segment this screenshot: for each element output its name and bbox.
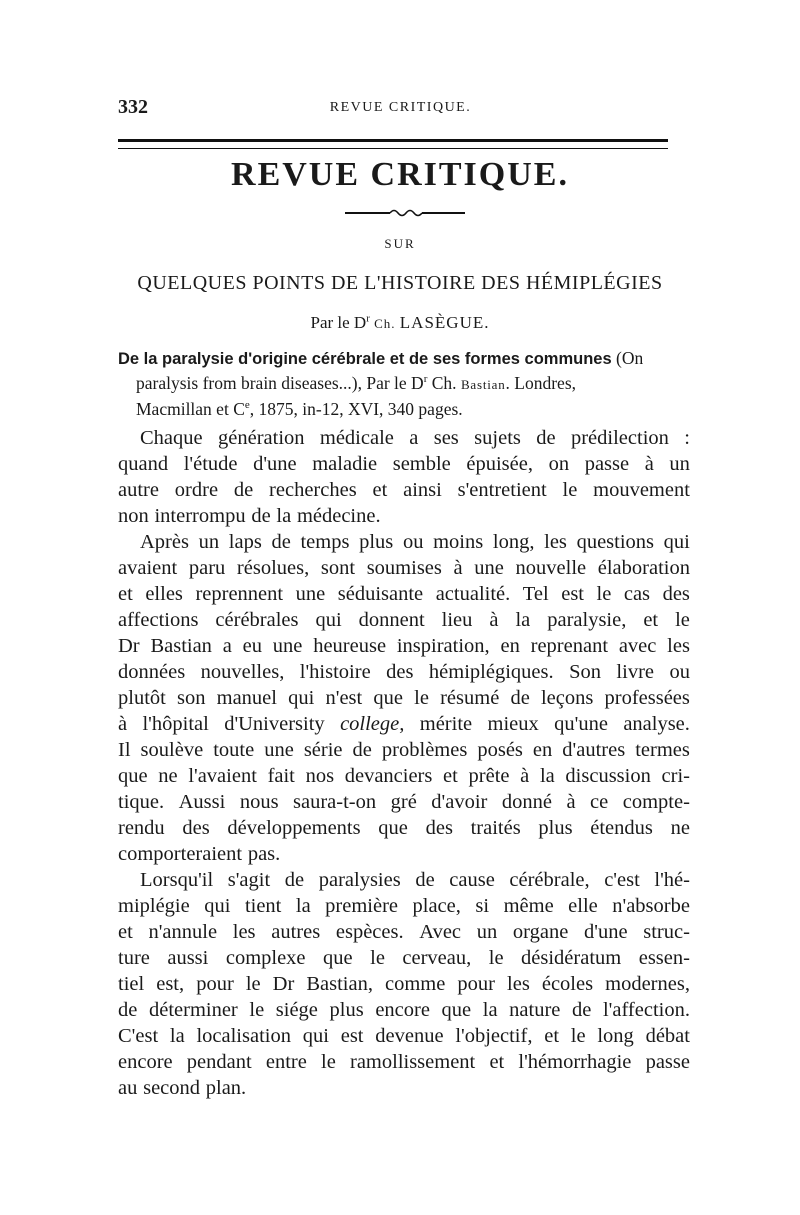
text-line: Lorsqu'il s'agit de paralysies de cause cérébrale, c'est l'hé- — [140, 869, 690, 891]
reference-text: . Londres, — [505, 373, 577, 393]
ornament-divider — [345, 207, 465, 219]
running-title: REVUE CRITIQUE. — [329, 100, 472, 115]
text-line: et elles reprennent une séduisante actualité. Tel est le cas des — [118, 583, 690, 605]
text-line: comporteraient pas. — [118, 843, 281, 865]
text-line: plutôt son manuel qui n'est que le résumé de leçons professées — [118, 687, 690, 709]
text-line: avaient paru résolues, sont soumises à une nouvelle élaboration — [118, 557, 690, 579]
paragraph — [118, 425, 690, 529]
byline-sup: r — [366, 312, 370, 325]
page-number: 332 — [118, 96, 148, 118]
reference-line — [118, 346, 683, 371]
article-subtitle: QUELQUES POINTS DE L'HISTOIRE DES HÉMIPLÉGIES — [137, 272, 663, 294]
text-line: Chaque génération médicale a ses sujets de prédilection : — [140, 427, 690, 449]
paragraph — [118, 529, 690, 867]
reference-publication-details: , 1875, in-12, XVI, 340 pages. — [249, 399, 463, 419]
reference-line — [118, 371, 683, 397]
text-line: de déterminer le siége plus encore que la nature de l'affection. — [118, 999, 690, 1021]
sur-label: SUR — [384, 236, 416, 251]
byline-prefix: Par le D — [310, 313, 367, 332]
reference-title: De la paralysie d'origine cérébrale et de ses formes communes — [118, 350, 612, 368]
reference-initial: Ch. — [427, 373, 461, 393]
text-line: rendu des développements que des traités plus étendus ne — [118, 817, 690, 839]
book-reference — [118, 346, 683, 421]
author-name: LASÈGUE. — [399, 313, 490, 332]
text-line: Il soulève toute une série de problèmes posés en d'autres termes — [118, 739, 690, 761]
author-byline — [0, 313, 800, 333]
text-line: tiel est, pour le Dr Bastian, comme pour les écoles modernes, — [118, 973, 690, 995]
text-line: au second plan. — [118, 1077, 247, 1099]
text-line: encore pendant entre le ramollissement et l'hémorrhagie passe — [118, 1051, 690, 1073]
paragraph — [118, 867, 690, 1101]
text-line: affections cérébrales qui donnent lieu à la paralysie, et le — [118, 609, 690, 631]
reference-sup: r — [423, 373, 428, 386]
reference-sup: e — [244, 399, 250, 412]
reference-open-paren: (On — [616, 348, 644, 368]
text-line: autre ordre de recherches et ainsi s'entretient le mouvement — [118, 479, 690, 501]
text-line: et n'annule les autres espèces. Avec un organe d'une struc- — [118, 921, 690, 943]
reference-author: Bastian — [460, 377, 506, 392]
byline-initial: Ch. — [374, 316, 396, 331]
text-line: données nouvelles, l'histoire des hémiplégiques. Son livre ou — [118, 661, 690, 683]
running-head — [118, 96, 683, 122]
double-rule-divider — [118, 139, 668, 149]
text-line: non interrompu de la médecine. — [118, 505, 381, 527]
reference-line — [118, 397, 683, 421]
reference-text: paralysis from brain diseases...), Par le D — [136, 373, 424, 393]
text-line: que ne l'avaient fait nos devanciers et prête à la discussion cri- — [118, 765, 690, 787]
text-line: quand l'étude d'une maladie semble épuisée, on passe à un — [118, 453, 690, 475]
text-line: C'est la localisation qui est devenue l'objectif, et le long débat — [118, 1025, 690, 1047]
text-line: ture aussi complexe que le cerveau, le désidératum essen- — [118, 947, 690, 969]
reference-publisher: Macmillan et C — [136, 399, 245, 419]
text-line: Dr Bastian a eu une heureuse inspiration, en reprenant avec les — [118, 635, 690, 657]
text-line: miplégie qui tient la première place, si même elle n'absorbe — [118, 895, 690, 917]
text-line: tique. Aussi nous saura-t-on gré d'avoir donné à ce compte- — [118, 791, 690, 813]
article-body — [118, 425, 690, 1101]
text-line: à l'hôpital d'University college, mérite mieux qu'une analyse. — [118, 713, 690, 735]
article-title: REVUE CRITIQUE. — [231, 156, 569, 193]
text-line: Après un laps de temps plus ou moins long, les questions qui — [140, 531, 690, 553]
